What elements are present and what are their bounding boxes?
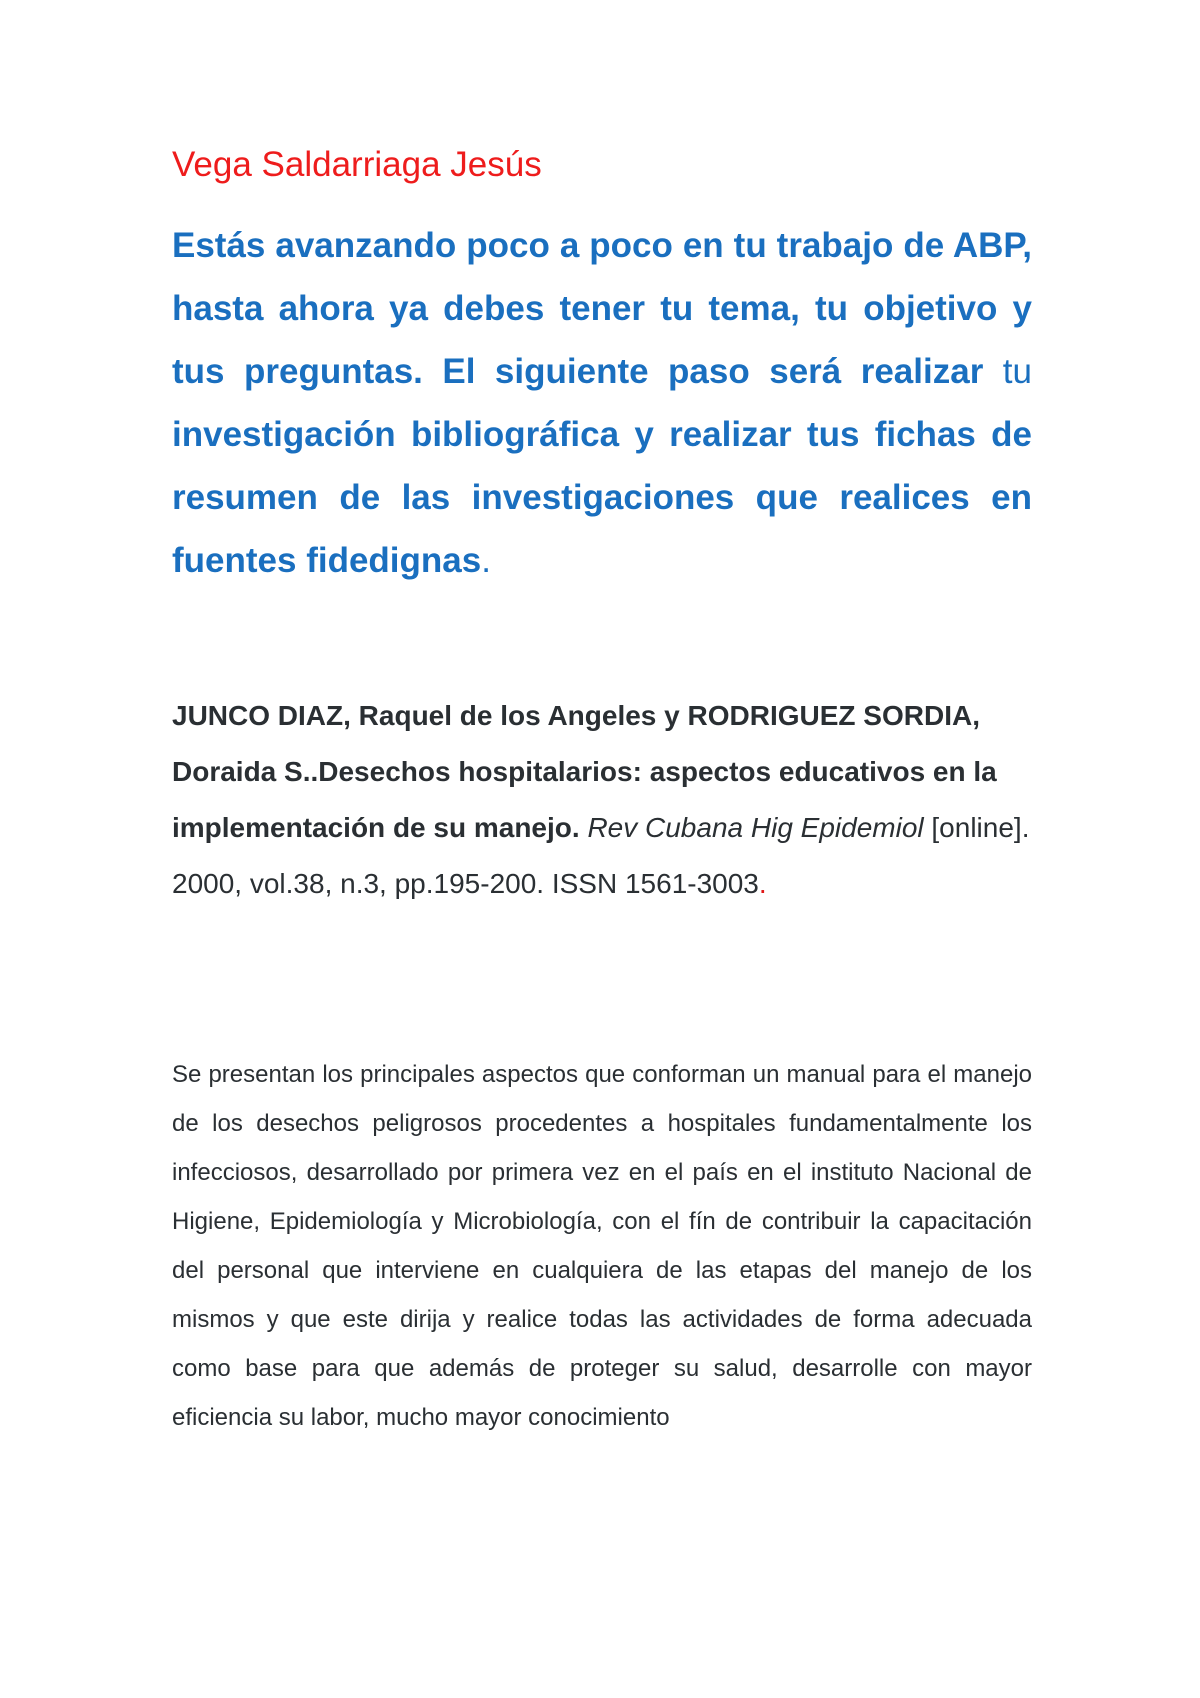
summary-paragraph: Se presentan los principales aspectos que conforman un manual para el manejo de los desechos peligrosos procedentes a hospitales fundamentalmente los infecciosos, desarrollado por primera vez en el país en el instituto Nacional de Higiene, Epidemiología y Microbiología, con el fín de contribuir la capacitación del personal que interviene en cualquiera de las etapas del manejo de los mismos y que este dirija y realice todas las actividades de forma adecuada como base para que además de proteger su salud, desarrolle con mayor eficiencia su labor, mucho mayor conocimiento [172,1061,1032,1431]
reference-period: . [758,868,767,899]
intro-paragraph [172,214,1032,592]
reference-journal: Rev Cubana Hig Epidemiol [587,812,924,843]
author-name: Vega Saldarriaga Jesús [172,145,542,184]
intro-text-part1: Estás avanzando poco a poco en tu trabajo de ABP, hasta ahora ya debes tener tu tema, tu objetivo y tus preguntas. El siguiente paso será realizar [172,226,1032,391]
bibliographic-reference [172,688,1032,912]
reference-authors-title: JUNCO DIAZ, Raquel de los Angeles y RODRIGUEZ SORDIA, Doraida S..Desechos hospitalarios: aspectos educativos en la implementación de su manejo. [172,700,997,843]
intro-text-part3: investigación bibliográfica y realizar tus fichas de resumen de las investigaciones que realices en fuentes fidedignas [172,415,1032,580]
intro-period: . [481,541,491,580]
intro-text-part2: tu [1002,352,1032,391]
reference-details: [online]. 2000, vol.38, n.3, pp.195-200. ISSN 1561-3003 [172,812,1030,899]
